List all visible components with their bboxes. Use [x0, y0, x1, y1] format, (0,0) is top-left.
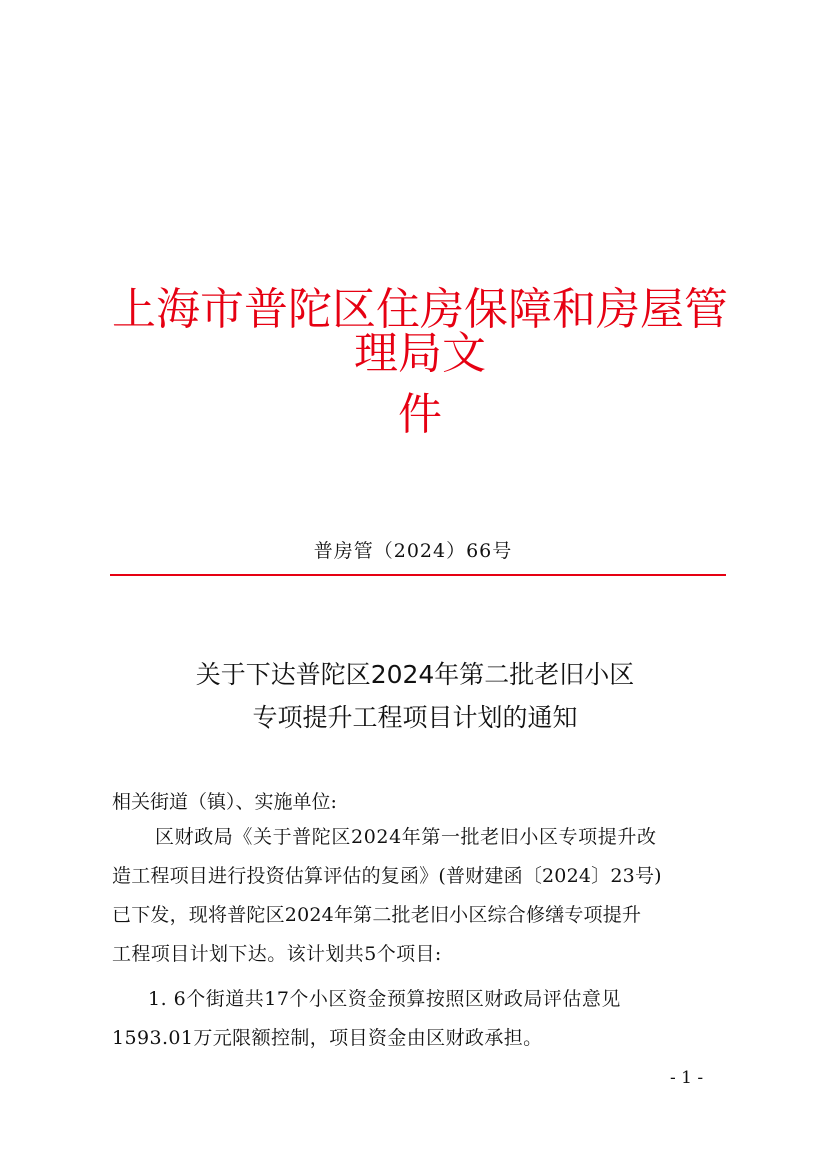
- notice-subject-line-1: 关于下达普陀区2024年第二批老旧小区: [195, 660, 635, 689]
- paragraph-line: 区财政局《关于普陀区2024年第一批老旧小区专项提升改: [155, 826, 657, 848]
- page-number: - 1 -: [670, 1068, 704, 1088]
- red-separator-line: [110, 574, 726, 576]
- document-issuer-title: 上海市普陀区住房保障和房屋管理局文: [112, 284, 728, 379]
- salutation: 相关街道（镇）、实施单位:: [112, 791, 337, 813]
- document-issuer-title-continued: 件: [398, 389, 442, 440]
- document-number: 普房管（2024）66号: [313, 540, 513, 562]
- paragraph-line: 造工程项目进行投资估算评估的复函》(普财建函〔2024〕23号): [112, 865, 662, 887]
- list-item-line: 1. 6个街道共17个小区资金预算按照区财政局评估意见: [148, 988, 621, 1010]
- paragraph-line: 工程项目计划下达。该计划共5个项目:: [112, 943, 442, 965]
- notice-subject-line-2: 专项提升工程项目计划的通知: [252, 703, 578, 732]
- paragraph-line: 已下发，现将普陀区2024年第二批老旧小区综合修缮专项提升: [112, 904, 642, 926]
- list-item-line: 1593.01万元限额控制，项目资金由区财政承担。: [112, 1027, 543, 1049]
